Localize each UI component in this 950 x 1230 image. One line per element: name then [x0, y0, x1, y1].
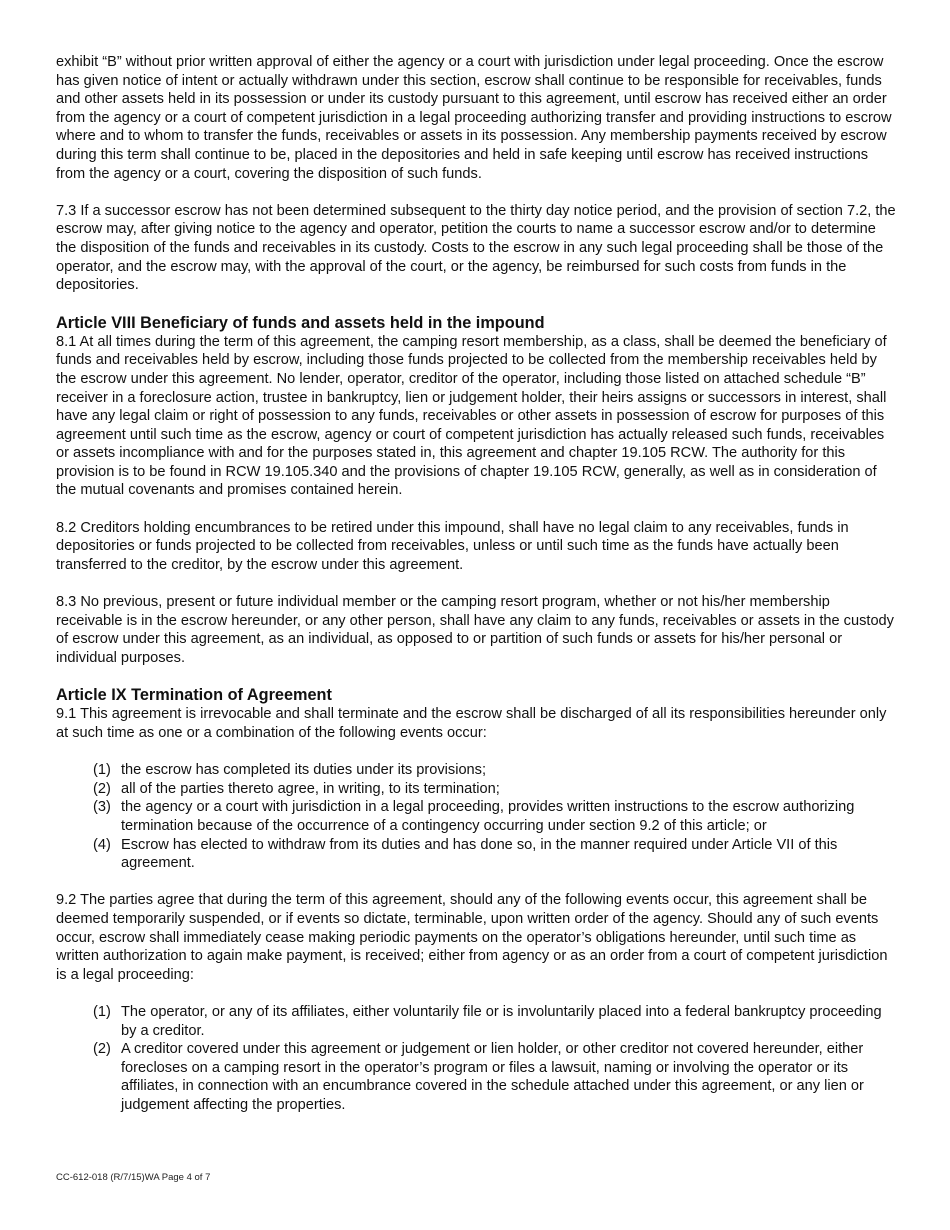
list-item-number: (2): [93, 1041, 111, 1058]
paragraph-8-1: 8.1 At all times during the term of this agreement, the camping resort membership, as a class, shall be deemed the beneficiary of funds and receivables held by escrow, including those funds projected to be collected from the membership receivables held by the escrow under this agreement. No lender, operator, creditor of the operator, including those listed on attached schedule “B” receiver in a foreclosure action, trustee in bankruptcy, lien or judgement holder, their heirs assigns or successors in interest, shall have any legal claim or right of possession to any funds, receivables or other assets in possession of escrow for purposes of this agreement until such time as the escrow, agency or court of competent jurisdiction has actually released such funds, receivables or assets incompliance with and for the purposes stated in, this agreement and chapter 19.105 RCW. The authority for this provision is to be found in RCW 19.105.340 and the provisions of chapter 19.105 RCW, generally, as well as in consideration of the mutual covenants and promises contained herein.: [56, 333, 887, 499]
paragraph-8-2: 8.2 Creditors holding encumbrances to be retired under this impound, shall have no legal claim to any receivables, funds in depositories or funds projected to be collected from receivables, unless or until such time as the funds have actually been transferred to the creditor, by the escrow under this agreement.: [56, 519, 849, 573]
termination-events-list: [93, 761, 896, 873]
list-item-text: the agency or a court with jurisdiction in a legal proceeding, provides written instructions to the escrow authorizing termination because of the occurrence of a contingency occurring under section 9.2 of this article; or: [121, 799, 855, 834]
paragraph-9-1: 9.1 This agreement is irrevocable and shall terminate and the escrow shall be discharged of all its responsibilities hereunder only at such time as one or a combination of the following events occur:: [56, 706, 887, 741]
list-item-text: A creditor covered under this agreement or judgement or lien holder, or other creditor not covered hereunder, either forecloses on a camping resort in the operator’s program or files a lawsuit, naming or involving the operator or its affiliates, in connection with an encumbrance covered in the schedule attached under this agreement, or any lien or judgement affecting the properties.: [121, 1041, 864, 1113]
list-item-text: the escrow has completed its duties under its provisions;: [121, 762, 487, 779]
list-item-number: (3): [93, 799, 111, 816]
article-ix-heading: Article IX Termination of Agreement: [56, 686, 332, 705]
paragraph-9-2: 9.2 The parties agree that during the term of this agreement, should any of the following events occur, this agreement shall be deemed temporarily suspended, or if events so dictate, terminable, upon written order of the agency. Should any of such events occur, escrow shall immediately cease making periodic payments on the operator’s obligations hereunder, until such time as written authorization to again make payment, is received; either from agency or as an order from a court of competent jurisdiction is a legal proceeding:: [56, 892, 888, 983]
list-item: [93, 761, 896, 780]
article-viii-heading: Article VIII Beneficiary of funds and assets held in the impound: [56, 313, 545, 332]
list-item-number: (1): [93, 1003, 111, 1020]
list-item-text: The operator, or any of its affiliates, either voluntarily file or is involuntarily placed into a federal bankruptcy proceeding by a creditor.: [121, 1003, 882, 1039]
list-item-number: (2): [93, 780, 111, 797]
list-item: [93, 798, 896, 835]
list-item: [93, 780, 896, 799]
document-body: [56, 53, 896, 1114]
list-item: [93, 836, 896, 873]
paragraph-8-3: 8.3 No previous, present or future individual member or the camping resort program, whether or not his/her membership receivable is in the escrow hereunder, or any other person, shall have any claim to any funds, receivables or assets in the custody of escrow under this agreement, as an individual, as opposed to or partition of such funds or assets for his/her personal or individual purposes.: [56, 594, 894, 666]
list-item-text: all of the parties thereto agree, in writing, to its termination;: [121, 780, 500, 797]
list-item-number: (1): [93, 762, 111, 779]
list-item: [93, 1040, 896, 1114]
paragraph-continued: exhibit “B” without prior written approval of either the agency or a court with jurisdiction under legal proceeding. Once the escrow has given notice of intent or actually withdrawn under this section, escrow shall continue to be responsible for receivables, funds and other assets held in its possession or under its custody pursuant to this agreement, until escrow has received either an order from the agency or a court of competent jurisdiction in a legal proceeding authorizing transfer and providing instructions to escrow where and to whom to transfer the funds, receivables or assets in its possession. Any membership payments received by escrow during this term shall continue to be, placed in the depositories and held in safe keeping until escrow has received instructions from the agency or a court, covering the disposition of such funds.: [56, 54, 892, 182]
list-item-text: Escrow has elected to withdraw from its duties and has done so, in the manner required under Article VII of this agreement.: [121, 836, 838, 872]
list-item-number: (4): [93, 836, 111, 853]
page-footer: CC-612-018 (R/7/15)WA Page 4 of 7: [56, 1172, 211, 1183]
paragraph-7-3: 7.3 If a successor escrow has not been determined subsequent to the thirty day notice period, and the provision of section 7.2, the escrow may, after giving notice to the agency and operator, petition the courts to name a successor escrow and/or to determine the disposition of the funds and receivables in its custody. Costs to the escrow in any such legal proceeding shall be those of the operator, and the escrow may, with the approval of the court, or the agency, be reimbursed for such costs from funds in the depositories.: [56, 202, 896, 294]
list-item: [93, 1003, 896, 1040]
suspension-events-list: [93, 1003, 896, 1115]
